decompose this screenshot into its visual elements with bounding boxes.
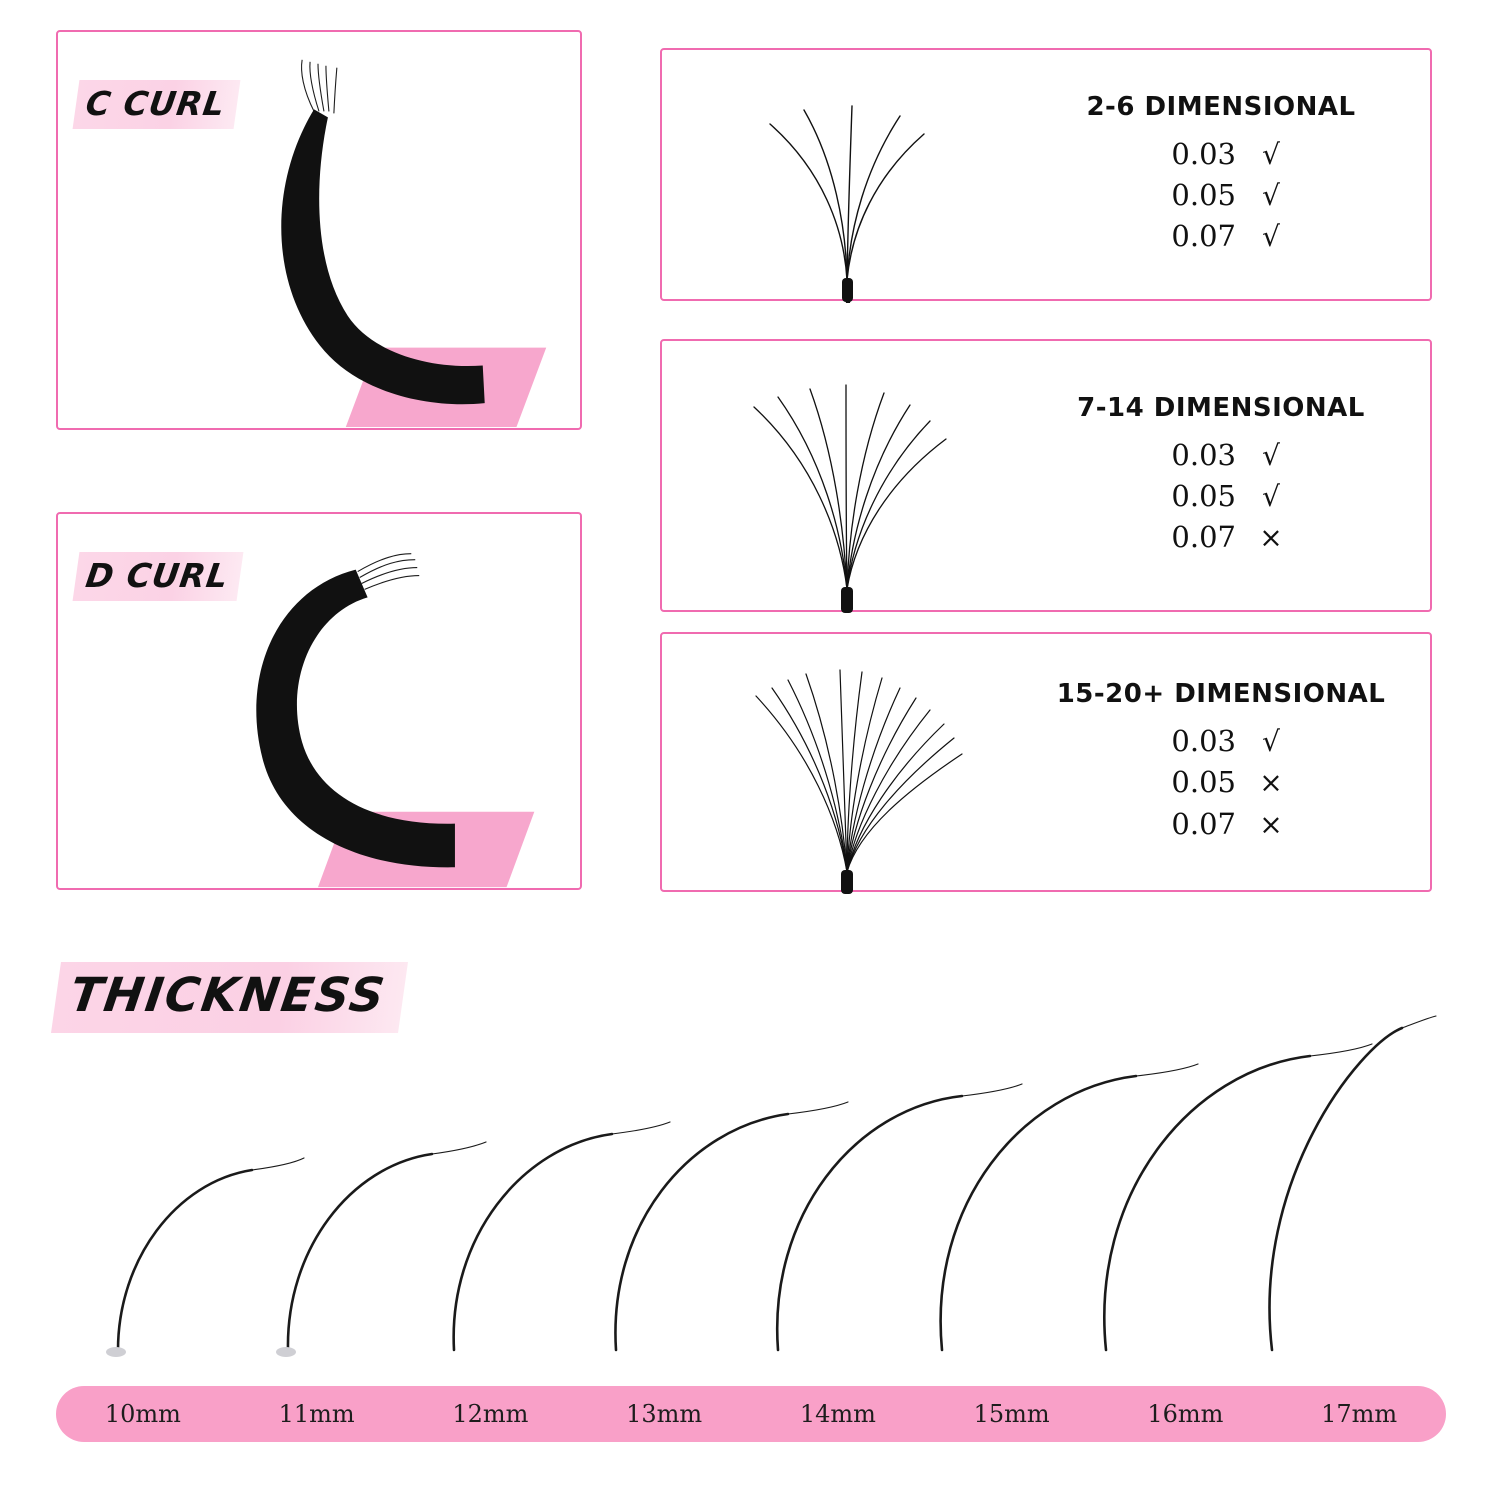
spec-mark: × [1259,807,1283,841]
spec-value: 0.05 [1171,478,1236,513]
spec-row [1116,216,1326,257]
dimension-title: 2-6 DIMENSIONAL [1086,91,1356,122]
spec-row [1116,762,1326,803]
dimension-panel-7-14 [660,339,1432,612]
c-curl-lash-tips [302,60,337,114]
lash-curve-17mm [1270,1028,1402,1350]
spec-mark: √ [1262,725,1280,759]
scale-item-11mm: 11mm [278,1400,355,1428]
spec-value: 0.03 [1171,437,1236,472]
spec-value: 0.07 [1171,520,1236,555]
spec-value: 0.07 [1171,219,1236,254]
d-curl-label-badge [73,552,244,601]
dimension-panel-15-20 [660,632,1432,892]
spec-mark: × [1259,521,1283,555]
spec-mark: √ [1262,220,1280,254]
lash-curve-15mm [941,1076,1136,1350]
spec-mark: √ [1262,479,1280,513]
lash-curve-14mm [777,1096,962,1350]
fan-illustration-15-20 [662,634,1032,890]
dimension-text-7-14 [1032,393,1430,559]
dimension-text-2-6 [1032,92,1430,258]
scale-item-15mm: 15mm [973,1400,1050,1428]
dimension-title: 15-20+ DIMENSIONAL [1056,679,1386,710]
fan-illustration-7-14 [662,341,1032,610]
spec-list-7-14 [1116,435,1326,559]
spec-list-2-6 [1116,134,1326,258]
d-curl-lash-tips [358,554,420,590]
spec-mark: √ [1262,137,1280,171]
scale-item-17mm: 17mm [1321,1400,1398,1428]
d-curl-panel [56,512,582,890]
spec-value: 0.05 [1171,177,1236,212]
thickness-scale-bar [56,1386,1446,1442]
spec-row [1116,476,1326,517]
dimension-panel-2-6 [660,48,1432,301]
scale-item-12mm: 12mm [452,1400,529,1428]
fan-svg-15-20 [662,634,1032,894]
spec-row [1116,721,1326,762]
lash-curve-12mm [454,1134,612,1350]
fan-svg-7-14 [662,341,1032,614]
spec-row [1116,134,1326,175]
spec-value: 0.03 [1171,136,1236,171]
spec-value: 0.05 [1171,765,1236,800]
spec-row [1116,517,1326,558]
scale-item-16mm: 16mm [1147,1400,1224,1428]
lash-curve-13mm [615,1114,788,1350]
d-curl-label-text: D CURL [83,556,232,595]
c-curl-panel [56,30,582,430]
lash-length-illustrations [56,1010,1446,1360]
lash-curve-16mm [1104,1056,1310,1350]
fan-illustration-2-6 [662,50,1032,299]
spec-mark: × [1259,766,1283,800]
spec-value: 0.03 [1171,724,1236,759]
scale-item-14mm: 14mm [799,1400,876,1428]
spec-row [1116,435,1326,476]
lash-curve-10mm [118,1170,252,1350]
spec-row [1116,175,1326,216]
dimension-title: 7-14 DIMENSIONAL [1077,392,1365,423]
lash-curve-11mm [288,1154,432,1350]
spec-mark: √ [1262,178,1280,212]
spec-mark: √ [1262,438,1280,472]
spec-list-15-20 [1116,721,1326,845]
spec-value: 0.07 [1171,806,1236,841]
scale-item-13mm: 13mm [626,1400,703,1428]
dimension-text-15-20 [1032,679,1430,845]
spec-row [1116,804,1326,845]
scale-item-10mm: 10mm [104,1400,181,1428]
thickness-label-text: THICKNESS [66,968,390,1023]
c-curl-label-text: C CURL [83,84,229,123]
lash-curves-svg [56,1010,1446,1360]
c-curl-label-badge [73,80,241,129]
fan-svg-2-6 [662,50,1032,303]
